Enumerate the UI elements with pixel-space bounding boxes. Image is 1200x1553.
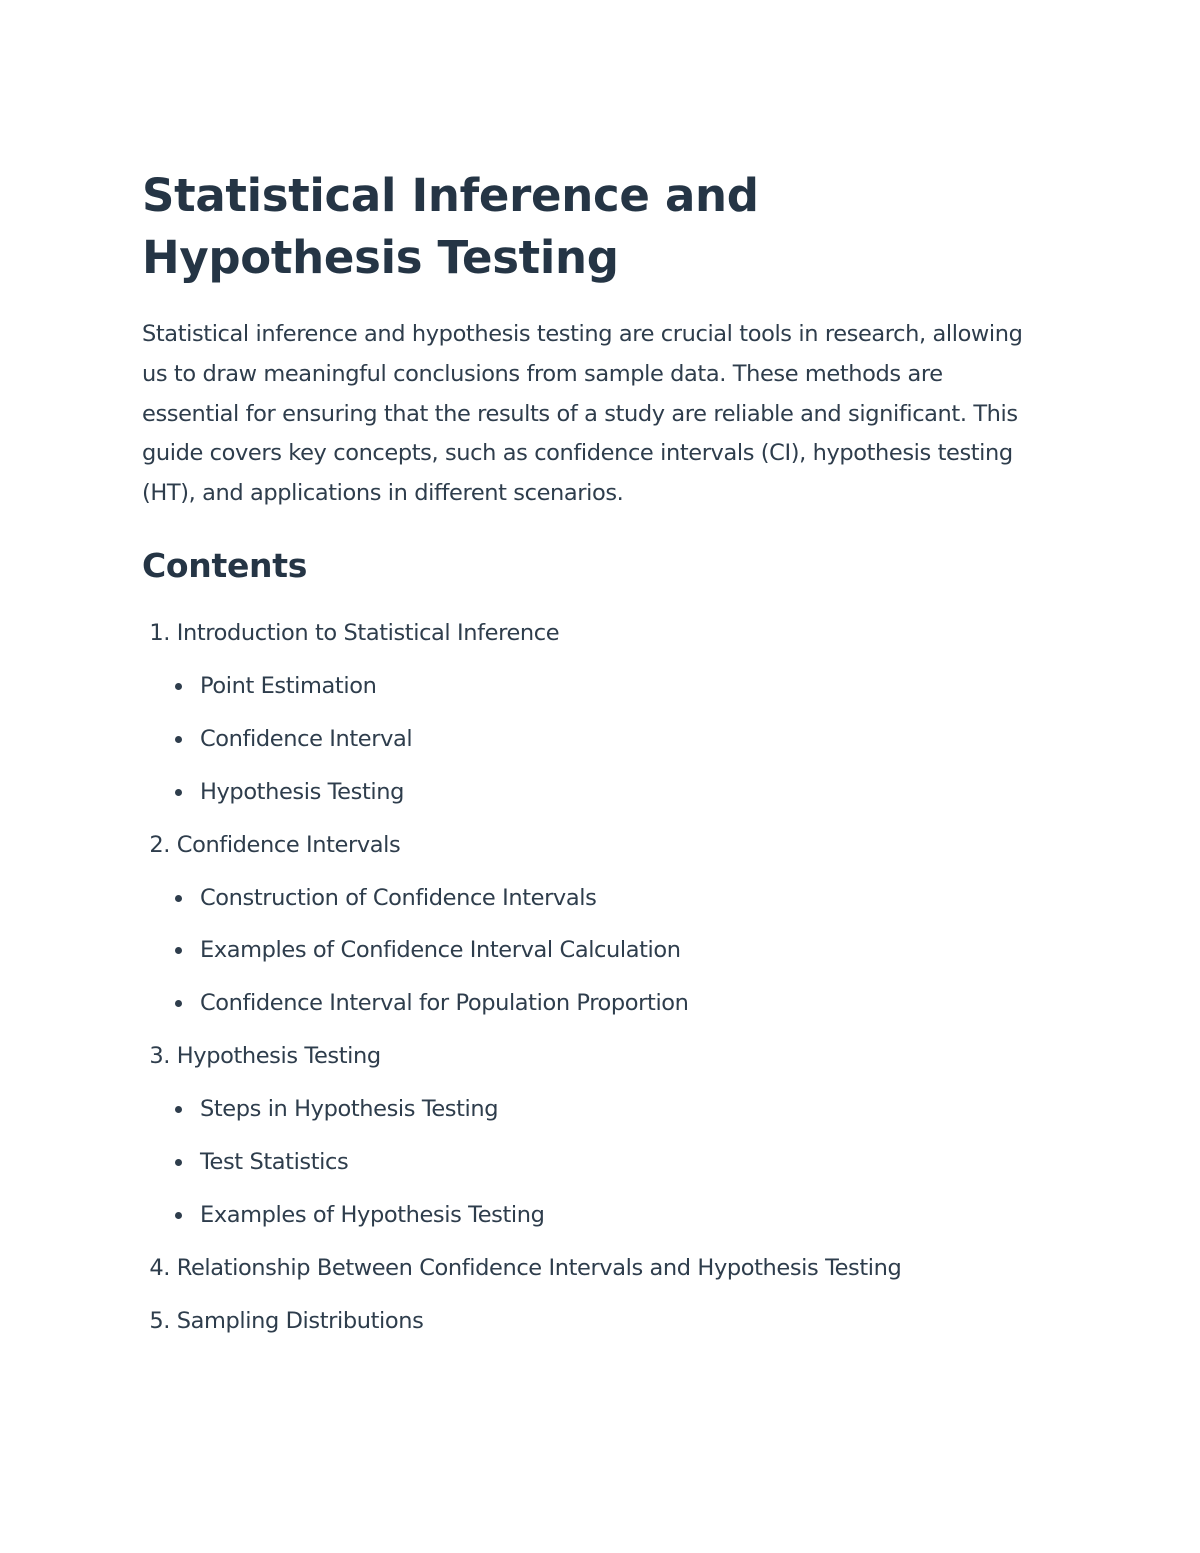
toc-subitem-label: Examples of Confidence Interval Calculation <box>200 937 681 964</box>
document-content <box>142 165 1042 1348</box>
toc-subitem <box>200 1136 1042 1189</box>
toc-subitem-label: Hypothesis Testing <box>200 778 404 805</box>
toc-label: Hypothesis Testing <box>176 1043 381 1070</box>
toc-item-5 <box>142 1295 1042 1348</box>
toc-item-4 <box>142 1242 1042 1295</box>
toc-subitem <box>200 766 1042 819</box>
toc-number: 1. <box>149 619 170 646</box>
page-title: Statistical Inference and Hypothesis Testing <box>142 169 759 284</box>
toc-item-1 <box>142 607 1042 819</box>
toc-subitem <box>200 924 1042 977</box>
toc-subitem <box>200 660 1042 713</box>
toc-number: 3. <box>149 1043 170 1070</box>
toc-item-3 <box>142 1030 1042 1242</box>
bullet-icon <box>175 1106 182 1113</box>
toc-subitem-label: Construction of Confidence Intervals <box>200 884 597 911</box>
bullet-icon <box>175 1212 182 1219</box>
table-of-contents <box>142 607 1042 1348</box>
toc-subitem <box>200 1083 1042 1136</box>
toc-subitem <box>200 713 1042 766</box>
toc-number: 4. <box>149 1254 170 1281</box>
toc-subitem-label: Steps in Hypothesis Testing <box>200 1096 499 1123</box>
bullet-icon <box>175 683 182 690</box>
toc-label: Sampling Distributions <box>176 1307 424 1334</box>
toc-subitem <box>200 977 1042 1030</box>
toc-label: Relationship Between Confidence Intervals and Hypothesis Testing <box>176 1254 902 1281</box>
toc-sublist <box>142 660 1042 819</box>
toc-subitem-label: Confidence Interval <box>200 725 413 752</box>
toc-label: Confidence Intervals <box>176 831 401 858</box>
toc-subitem <box>200 1189 1042 1242</box>
toc-number: 5. <box>149 1307 170 1334</box>
bullet-icon <box>175 895 182 902</box>
toc-subitem-label: Confidence Interval for Population Proportion <box>200 990 689 1017</box>
intro-paragraph: Statistical inference and hypothesis testing are crucial tools in research, allowing us to draw meaningful conclusions from sample data. These methods are essential for ensuring that the results of a study are reliable and significant. This guide covers key concepts, such as confidence intervals (CI), hypothesis testing (HT), and applications in different scenarios. <box>142 321 1023 507</box>
toc-number: 2. <box>149 831 170 858</box>
bullet-icon <box>175 1000 182 1007</box>
contents-heading: Contents <box>142 545 308 585</box>
toc-label: Introduction to Statistical Inference <box>176 619 560 646</box>
bullet-icon <box>175 947 182 954</box>
toc-subitem-label: Point Estimation <box>200 672 377 699</box>
bullet-icon <box>175 736 182 743</box>
toc-subitem-label: Test Statistics <box>200 1149 349 1176</box>
bullet-icon <box>175 1159 182 1166</box>
bullet-icon <box>175 789 182 796</box>
toc-item-2 <box>142 819 1042 1031</box>
toc-subitem <box>200 872 1042 925</box>
toc-sublist <box>142 1083 1042 1242</box>
toc-subitem-label: Examples of Hypothesis Testing <box>200 1201 545 1228</box>
toc-sublist <box>142 872 1042 1031</box>
